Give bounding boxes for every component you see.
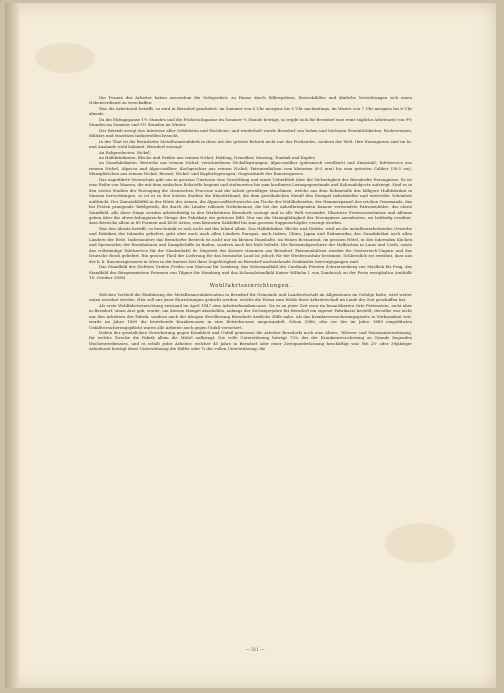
section-heading: Wohlfahrtseinrichtungen.	[209, 283, 292, 290]
paragraph: Als erste Wohlfahrtseinrichtung entstand im April 1847 eine Arbeiterkrankencasse. Da es zu jener Zeit zwar im benachbarten Orte Pottenstein, nicht aber in Berndorf, einen Arzt gab, wurde, um diesem Mangel abzuhelfen, anfangs der Sechzigerjahre für Berndorf ein eigener Fabrikarzt bestellt; derselbe war nicht nur den Arbeitern der Fabrik, sondern auch der übrigen Bevölkerung Berndorfs ärztliche Hilfe nahe. Als das Krankenversicherungsgesetz in Wirksamkeit trat, wurde im Jahre 1889 die bestehende Krankencasse in eine Betriebscasse umgewandelt. Schon 1886, also vor der im Jahre 1889 eingeführten Unfallversicherungspflicht waren alle Arbeiter auch gegen Unfall versichert.	[89, 302, 412, 330]
paragraph: Neben der gesetzlichen Versicherung gegen Krankheit und Unfall geniessen die Arbeiter Berndorfs noch eine Alters-, Witwen- und Waisenunterstützung, für welche Zwecke die Fabrik allein die Mittel aufbringt. Die volle Unterstützung beträgt 75% des der Krankenversicherung zu Grunde liegenden Wochenverdienstes, und es erhält jeder Arbeiter, welcher 40 Jahre in Berndorf oder einer Zweigniederlassung beschäftigt war. Bei 20- oder 39jähriger Arbeitszeit beträgt diese Unterstützung die Hälfte oder ¾ der vollen Unterstützung; die	[89, 330, 412, 352]
paper-stain	[35, 43, 95, 73]
document-page	[5, 3, 496, 688]
paragraph: Die Frauen der Arbeiter haben ausserdem die Gelegenheit, zu Hause durch Silberpoliren, Besteckfüllen und ähnliche Verrichtungen sich einen Nebenverdienst zu verschaffen.	[89, 95, 412, 106]
paragraph: Was den Absatz betrifft, so beschränkt er sich nicht auf das Inland allein. Das Halbfabrikat, Bleche und Drähte, wird an die metallverarbeitenden Gewerbe und Fabriken des Inlandes geliefert, geht aber auch nach allen Ländern Europas, nach Indien, China, Japan und Südamerika; das Ganzfabrikat nach allen Ländern der Erde. Insbesondere das Berndorfer Besteck ist nicht nur im kleinen Haushalte, im feinen Restaurant, im grossen Hôtel, in den fahrenden Küchen und Speisesälen der Eisenbahnen und Dampfschiffe zu finden, sondern auch bei Hofe beliebt. Die Reiseziekgeschirre der Hofküchen in Lainz und Corfu, sowie das vollständige Tafelservice für die Maalzeitafel Sr. Majestät des Kaisers stammen aus Berndorf. Patronenhülsen wurden für Oesterreich-Ungarn und das Deutsche Reich geliefert. Ein grosser Theil der Lieferung für das bosnische Land ist jedoch für die Wiederausfuhr bestimmt. Schliesslich sei erwähnt, dass aus der k. k. Kunsterzgiesserei in Wien in der kurzen Zeit ihrer Zugehörigkeit zu Berndorf nachstehende Denkmäler hervorgegangen sind:	[89, 225, 412, 264]
paragraph: Das angeführte Verzeichnis gibt nur in grossen Umrissen eine Vorstellung und einen Ueberblick über die Vielseitigkeit der Berndorfer Erzeugnisse. Es ist eine Reihe von Waaren, die mit dem einfachen Rohstoffe beginnt und stufenweise bis zum kostbaren Luxusgegenstande und Kolossalobjecte aufsteigt. Sind es in den ersten Stadien der Erzeugung die chemischen Processe und die Arbeit gewaltiger Maschinen, welche aus dem Rohmetalle das billigere Halbfabrikat in Massen hervorbringen, so ist es in den letzten Stadien die Künstlerhand, die dem gewöhnlichen Metall den Stempel individueller und wertvoller Schönheit aufdrückt. Der Zinnstahllöffel in der Hütte des Armen, die Alpaccasilberbestecke am Tische des Wohlhabenden, der Hammerpanzel des reichen Gourmands, das bei Festen prangende Tafelgeräth, die durch die Länder rollende Nickelmünze, die bei der unheilbringenden Kanone verwendete Patronenhülse, das ehrne Standbild, alle diese Dinge werden arbeitstheilig in den Werkstätten Berndorfs erzeugt und in alle Welt versendet. Illustrirte Preisverzeichnisse und Albums geben über die abwechslungsreiche Menge der Fabrikate ein getreues Bild. Nur um die Mannigfaltigkeit der Erzeugnisse anzudeuten, sei beiläufig erwähnt, dass Bestecke allein in 80 Formen und 4500 Arten, vom kleinsten Salzlöffel bis zum grossen Suppenschöpfer, erzeugt werden.	[89, 176, 412, 226]
paragraph: Da die Mittagspause 1½ Stunden und die Frühstückspause im Sommer ½ Stunde beträgt, so ergibt sich für Berndorf eine reine tägliche Arbeitszeit von 9½ Stunden im Sommer und 9½ Stunden im Winter.	[89, 116, 412, 128]
paragraph: Der Betrieb erregt das Interesse aller Gebildeten und Fachleute, und wiederholt wurde Berndorf von hohen und höchsten Persönlichkeiten, Fachvereinen, Militärs und einzelnen Industriellen besucht.	[89, 127, 412, 139]
paper-stain	[385, 523, 455, 563]
body-text	[89, 95, 412, 352]
paragraph: Was die Arbeitszeit betrifft, so wird in Berndorf gearbeitet: im Sommer von 6 Uhr morgens bis 5 Uhr nachmittags, im Winter von 7 Uhr morgens bis 6 Uhr abends.	[89, 105, 412, 117]
paragraph: an Halbfabrikaten: Bleche und Drähte aus reinem Nickel, Pakfong, Neusilber, Messing, Tombak und Kupfer;	[99, 154, 316, 160]
paragraph: In der That ist die Berndorfer Metallwaarenfabrik in ihrer Art der grösste Betrieb nicht nur des Festlandes, sondern der Welt. Ihre Erzeugnisse sind im In- und Auslande wohl bekannt. Berndorf erzeugt:	[89, 138, 412, 150]
paragraph: an Ganzfabrikaten: Bestecke aus reinem Nickel, verschiedenen Nickellegirungen, Alpaccasilber (galvanisch versilbert) und Zinnstahl; Tafelservice aus reinem Nickel, Alpacca und Alpaccasilber; Kochgeschirr aus reinem Nickel; Patronenhülsen vom kleinsten (6·5 mm) bis zum grössten Caliber (30·5 cm); Münzplättchen aus reinem Nickel, Bronze, Nickel- und Kupferlegirungen; Gegenstände des Kunstergusses.	[89, 160, 412, 177]
paragraph: Das Standbild des Dichters Grafen Fredro von Marconi für Lemberg, das Votivstandbild des Cardinals Fürsten Schwarzenberg von Myslbek für Prag, das Standbild des Bürgermeisters Petersen von Tilgner für Hamburg und das Kolossalstandbild Kaiser Wilhelm I. von Zumbusch an der Porta westphalica (enthüllt 18. October 1896).	[89, 264, 412, 280]
paragraph: An Rohproducten: Nickel;	[99, 149, 151, 155]
book-binding-edge	[5, 3, 19, 688]
paragraph: Welchen Vortheil die Einführung der Metallwaarenfabrication in Berndorf für Gemeinde und Landwirtschaft im Allgemeinen im Gefolge hatte, wird weiter unten erwähnt werden. Hier soll nur jener Einrichtungen gedacht werden, welche die Firma zum Wohle ihrer Arbeiterschaft im Laufe der Zeit geschaffen hat.	[89, 291, 412, 303]
page-number: — 311 —	[245, 647, 265, 652]
